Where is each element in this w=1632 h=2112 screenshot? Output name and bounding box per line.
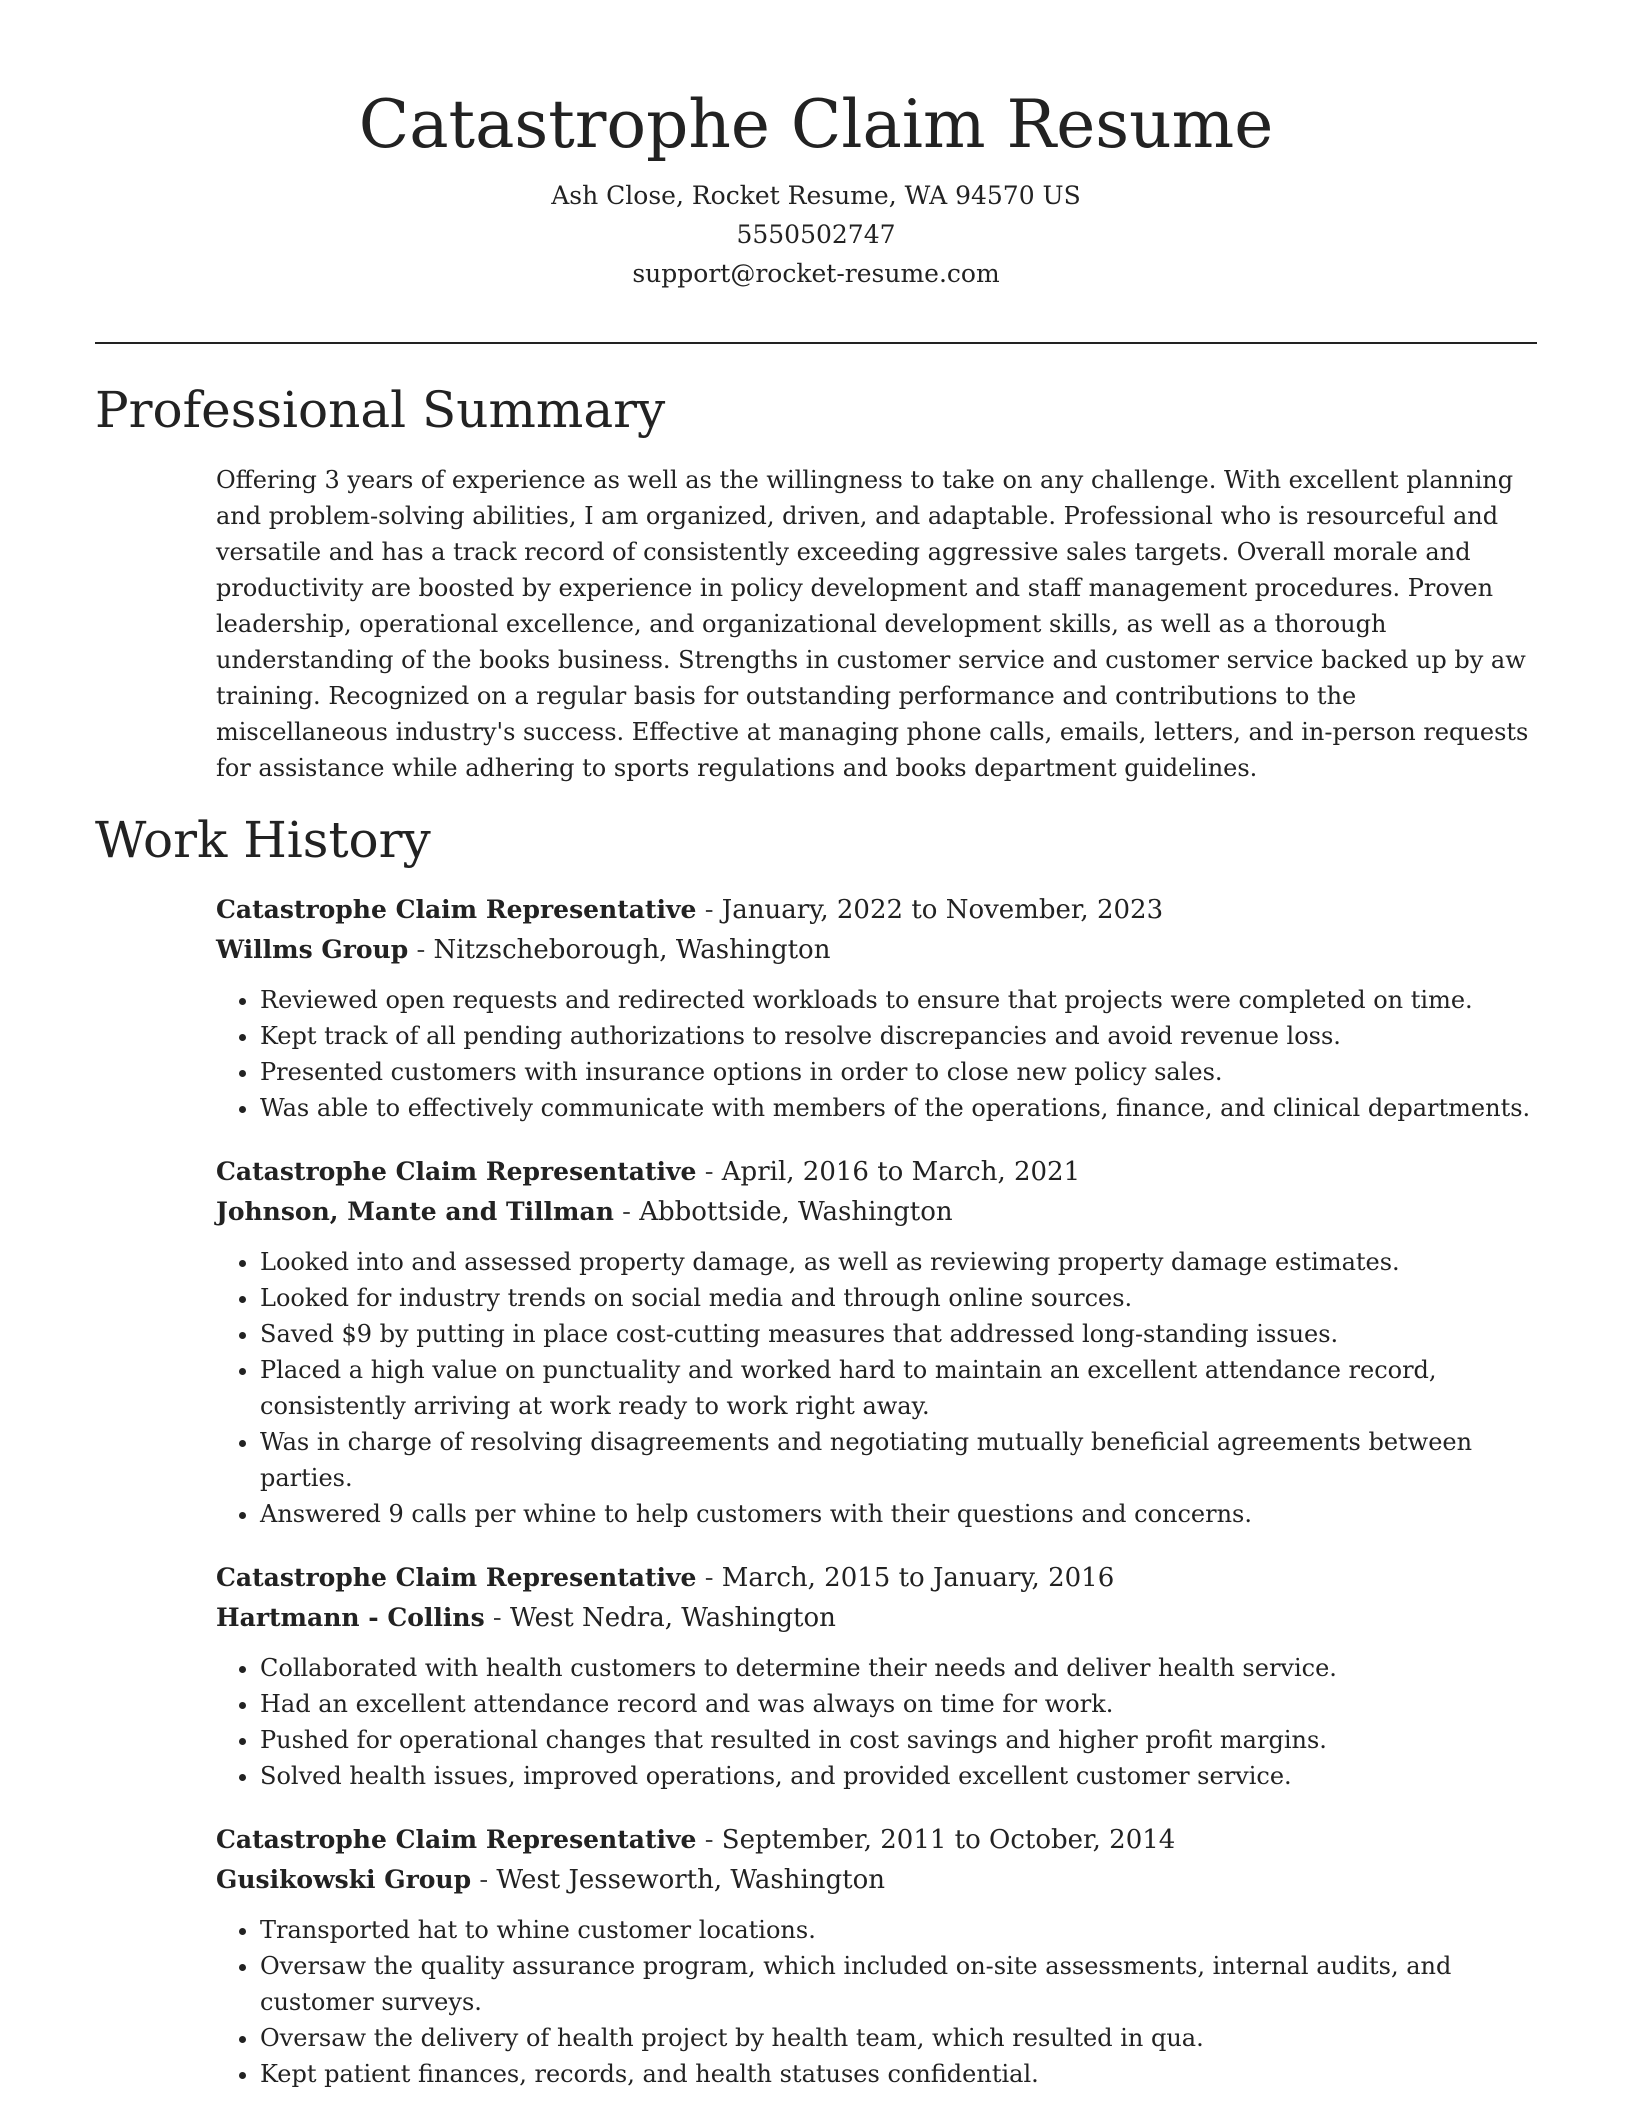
work-history-list — [216, 890, 1534, 2112]
company-name: Gusikowski Group — [216, 1865, 472, 1894]
job-location: Abbottside, Washington — [639, 1197, 953, 1227]
job-entry — [216, 1152, 1534, 1532]
job-bullet-item: • Placed a high value on punctuality and worked hard to maintain an excellent attendance record, consistently arriving at work ready to work right away. — [260, 1352, 1534, 1424]
job-entry — [216, 890, 1534, 1126]
contact-address: Ash Close, Rocket Resume, WA 94570 US — [551, 181, 1081, 210]
job-bullets — [216, 982, 1534, 1126]
job-bullets — [216, 1650, 1534, 1794]
job-location: West Jesseworth, Washington — [496, 1865, 885, 1895]
job-bullet-item: • Presented customers with insurance options in order to close new policy sales. — [260, 1054, 1534, 1090]
job-bullet-item: • Oversaw the delivery of health project by health team, which resulted in qua. — [260, 2020, 1534, 2056]
job-dates: January, 2022 to November, 2023 — [721, 895, 1164, 925]
job-bullet-item: • Looked into and assessed property damage, as well as reviewing property damage estimates. — [260, 1244, 1534, 1280]
job-company-line — [216, 930, 1534, 970]
job-title: Catastrophe Claim Representative — [216, 1157, 697, 1186]
separator: - — [696, 1157, 722, 1187]
company-name: Hartmann - Collins — [216, 1603, 485, 1632]
separator: - — [696, 1825, 722, 1855]
job-bullets — [216, 1244, 1534, 1532]
job-bullet-item: • Transported hat to whine customer locations. — [260, 1912, 1534, 1948]
job-bullet-item: • Kept patient finances, records, and health statuses confidential. — [260, 2056, 1534, 2092]
separator: - — [484, 1603, 510, 1633]
work-history-heading: Work History — [95, 811, 431, 869]
separator: - — [471, 1865, 497, 1895]
contact-email: support@rocket-resume.com — [632, 259, 1000, 288]
job-bullet-item: • Looked for industry trends on social media and through online sources. — [260, 1280, 1534, 1316]
job-bullet-item: • Kept track of all pending authorizations to resolve discrepancies and avoid revenue loss. — [260, 1018, 1534, 1054]
resume-header — [0, 82, 1632, 293]
contact-block — [0, 176, 1632, 293]
job-dates: April, 2016 to March, 2021 — [721, 1157, 1081, 1187]
job-location: Nitzscheborough, Washington — [433, 935, 831, 965]
job-dates: March, 2015 to January, 2016 — [721, 1563, 1115, 1593]
job-bullet-item: • Reviewed open requests and redirected workloads to ensure that projects were completed on time. — [260, 982, 1534, 1018]
separator: - — [408, 935, 434, 965]
summary-heading: Professional Summary — [95, 381, 666, 439]
job-dates: September, 2011 to October, 2014 — [721, 1825, 1176, 1855]
job-title-line — [216, 1820, 1534, 1860]
job-bullet-item: • Pushed for operational changes that resulted in cost savings and higher profit margins. — [260, 1722, 1534, 1758]
job-title-line — [216, 1558, 1534, 1598]
separator: - — [613, 1197, 640, 1227]
job-bullet-item: • Was in charge of resolving disagreements and negotiating mutually beneficial agreements between parties. — [260, 1424, 1534, 1496]
company-name: Willms Group — [216, 935, 409, 964]
job-bullets — [216, 1912, 1534, 2092]
job-entry — [216, 1820, 1534, 2092]
job-title-line — [216, 1152, 1534, 1192]
job-title: Catastrophe Claim Representative — [216, 1825, 697, 1854]
company-name: Johnson, Mante and Tillman — [216, 1197, 614, 1226]
job-bullet-item: • Oversaw the quality assurance program, which included on-site assessments, internal audits, and customer surveys. — [260, 1948, 1534, 2020]
job-title: Catastrophe Claim Representative — [216, 895, 697, 924]
job-bullet-item: • Was able to effectively communicate with members of the operations, finance, and clinical departments. — [260, 1090, 1534, 1126]
job-title-line — [216, 890, 1534, 930]
separator: - — [696, 895, 722, 925]
job-bullet-item: • Collaborated with health customers to determine their needs and deliver health service. — [260, 1650, 1534, 1686]
job-title: Catastrophe Claim Representative — [216, 1563, 697, 1592]
job-bullet-item: • Had an excellent attendance record and was always on time for work. — [260, 1686, 1534, 1722]
job-company-line — [216, 1192, 1534, 1232]
job-location: West Nedra, Washington — [509, 1603, 836, 1633]
header-divider — [95, 342, 1537, 344]
job-bullet-item: • Saved $9 by putting in place cost-cutting measures that addressed long-standing issues. — [260, 1316, 1534, 1352]
job-bullet-item: • Answered 9 calls per whine to help customers with their questions and concerns. — [260, 1496, 1534, 1532]
job-bullet-item: • Solved health issues, improved operations, and provided excellent customer service. — [260, 1758, 1534, 1794]
contact-phone: 5550502747 — [736, 220, 896, 249]
summary-text: Offering 3 years of experience as well as the willingness to take on any challenge. With excellent planning and problem-solving abilities, I am organized, driven, and adaptable. Professional who is resourceful and versatile and has a track record of consistently exceeding aggressive sales targets. Overall morale and productivity are boosted by experience in policy development and staff management procedures. Proven leadership, operational excellence, and organizational development skills, as well as a thorough understanding of the books business. Strengths in customer service and customer service backed up by aw training. Recognized on a regular basis for outstanding performance and contributions to the miscellaneous industry's success. Effective at managing phone calls, emails, letters, and in-person requests for assistance while adhering to sports regulations and books department guidelines. — [216, 466, 1529, 782]
job-company-line — [216, 1598, 1534, 1638]
resume-title: Catastrophe Claim Resume — [358, 86, 1274, 163]
job-entry — [216, 1558, 1534, 1794]
job-company-line — [216, 1860, 1534, 1900]
separator: - — [696, 1563, 722, 1593]
